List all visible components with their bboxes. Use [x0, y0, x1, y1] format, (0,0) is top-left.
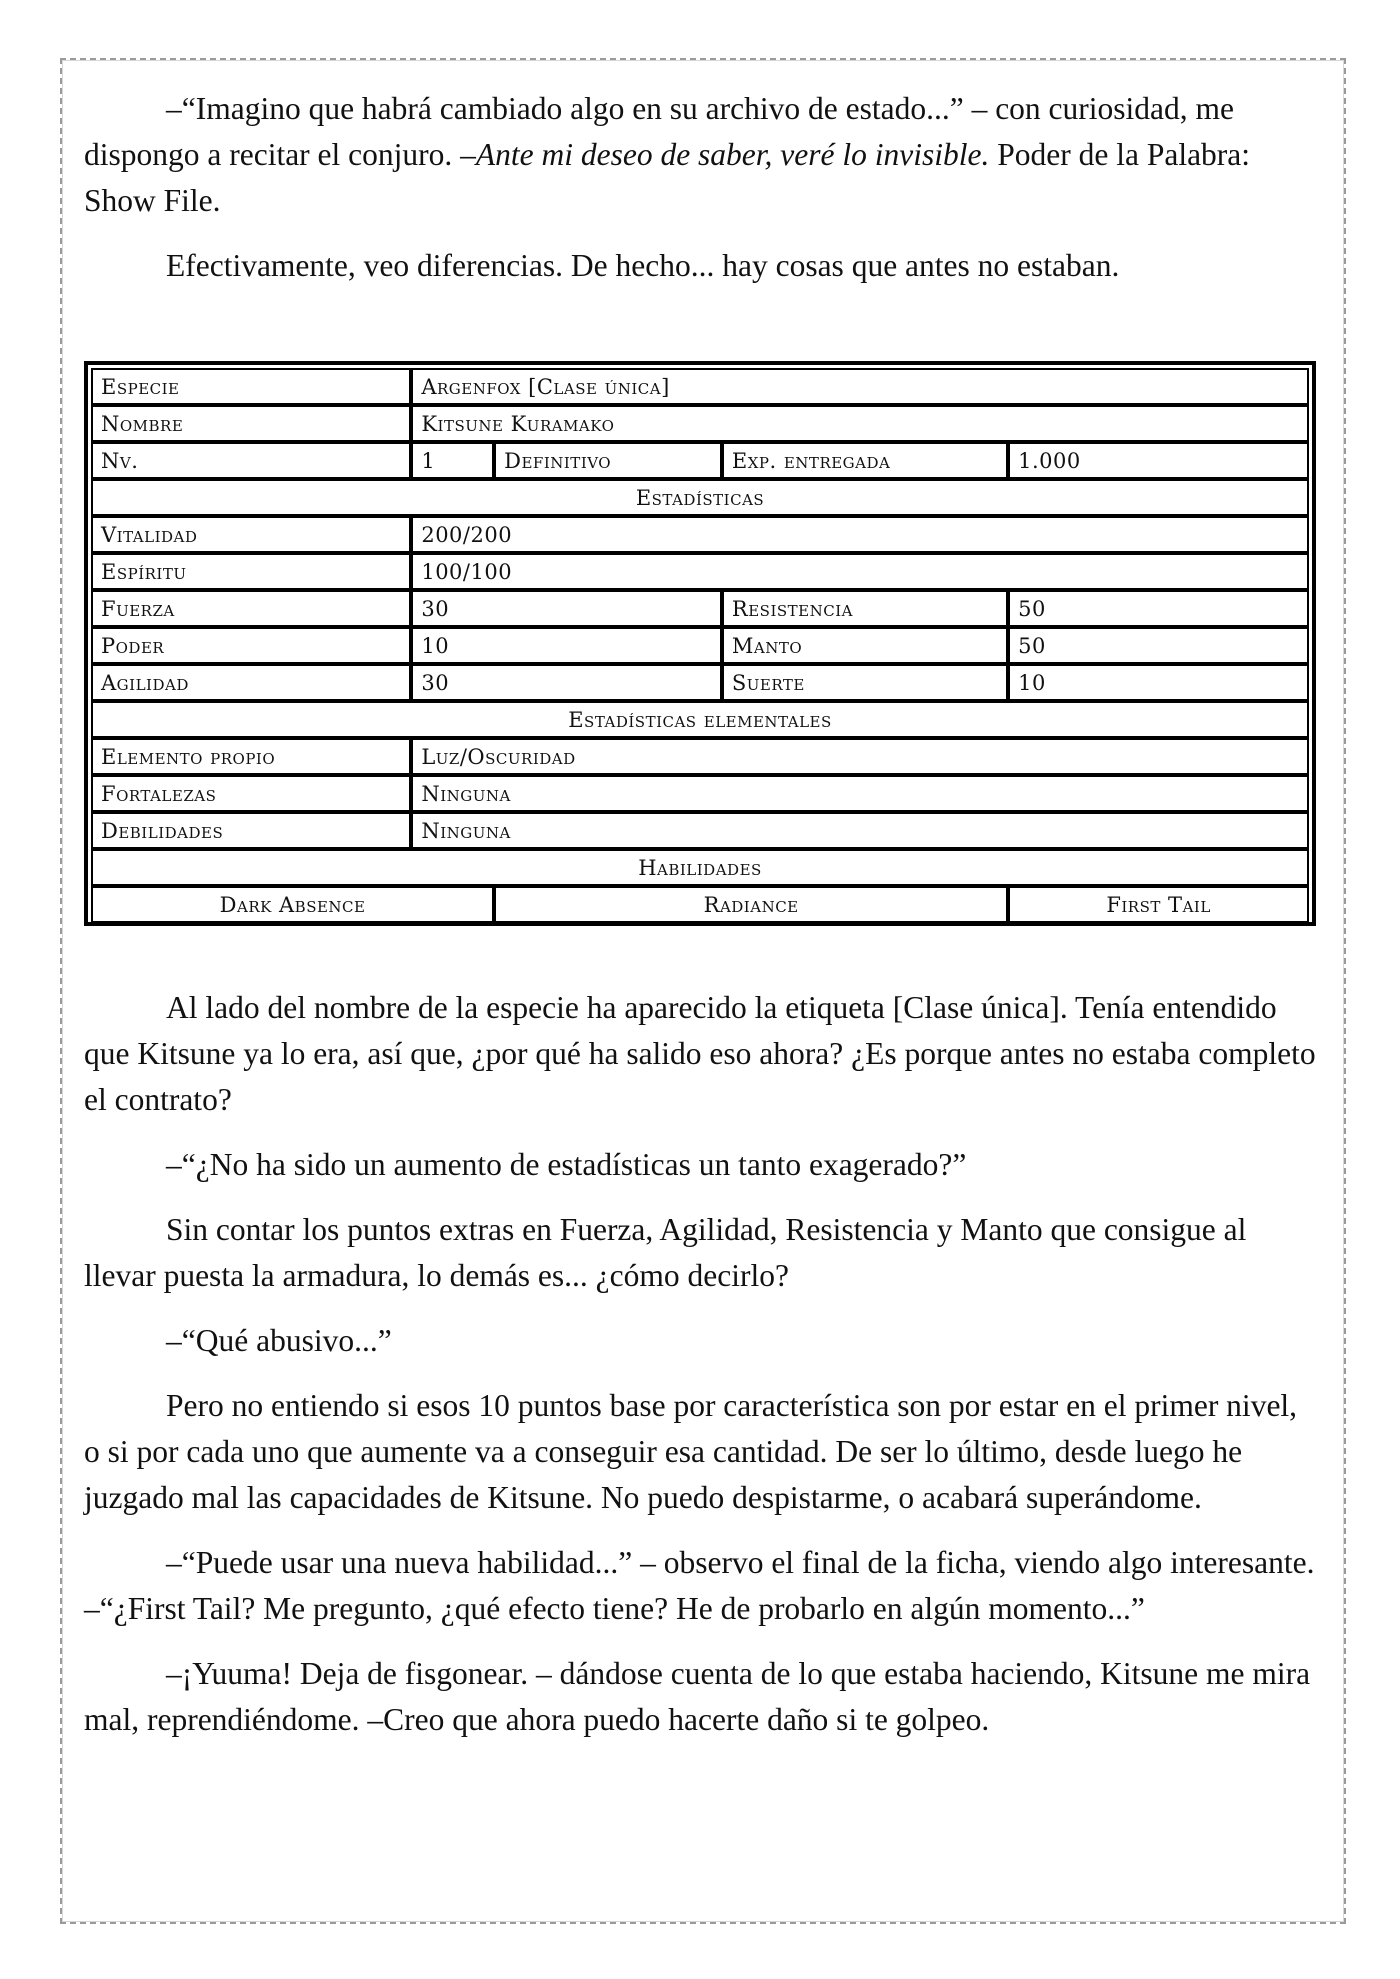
- paragraph-7: Pero no entiendo si esos 10 puntos base por característica son por estar en el primer nivel, o si por cada uno que aumente va a conseguir esa cantidad. De ser lo último, desde luego he juzgado mal las capacidades de Kitsune. No puedo despistarme, o acabará superándome.: [84, 1388, 1298, 1515]
- nv-value: 1: [411, 442, 494, 479]
- skill-radiance: Radiance: [494, 886, 1008, 923]
- row-especie: [91, 368, 1309, 405]
- manto-label: Manto: [722, 627, 1008, 664]
- paragraph-4: –“¿No ha sido un aumento de estadísticas un tanto exagerado?”: [166, 1147, 967, 1182]
- debilidades-label: Debilidades: [91, 812, 411, 849]
- story-text: [84, 985, 1320, 1762]
- exp-label: Exp. entregada: [722, 442, 1008, 479]
- paragraph-1: [84, 86, 1320, 224]
- nv-label: Nv.: [91, 442, 411, 479]
- fuerza-label: Fuerza: [91, 590, 411, 627]
- suerte-label: Suerte: [722, 664, 1008, 701]
- status-sheet: [84, 361, 1316, 926]
- row-fortalezas: [91, 775, 1309, 812]
- row-elemental-header: [91, 701, 1309, 738]
- espiritu-label: Espíritu: [91, 553, 411, 590]
- debilidades-value: Ninguna: [411, 812, 1309, 849]
- row-agilidad: [91, 664, 1309, 701]
- espiritu-value: 100/100: [411, 553, 1309, 590]
- paragraph-2: Efectivamente, veo diferencias. De hecho... hay cosas que antes no estaban.: [166, 248, 1120, 283]
- fortalezas-label: Fortalezas: [91, 775, 411, 812]
- manto-value: 50: [1008, 627, 1309, 664]
- row-skills: [91, 886, 1309, 923]
- stats-header: Estadísticas: [91, 479, 1309, 516]
- elemento-value: Luz/Oscuridad: [411, 738, 1309, 775]
- fortalezas-value: Ninguna: [411, 775, 1309, 812]
- vitalidad-label: Vitalidad: [91, 516, 411, 553]
- row-stats-header: [91, 479, 1309, 516]
- agilidad-value: 30: [411, 664, 722, 701]
- exp-value: 1.000: [1008, 442, 1309, 479]
- skill-dark-absence: Dark Absence: [91, 886, 494, 923]
- row-vitalidad: [91, 516, 1309, 553]
- poder-value: 10: [411, 627, 722, 664]
- poder-label: Poder: [91, 627, 411, 664]
- p1-text-end: Poder de la Palabra: Show File.: [84, 137, 1251, 218]
- resistencia-label: Resistencia: [722, 590, 1008, 627]
- p1-text: –“Imagino que habrá cambiado algo en su archivo de estado...” – con curiosidad, me dispongo a recitar el conjuro. –: [84, 91, 1235, 172]
- row-elemento: [91, 738, 1309, 775]
- row-debilidades: [91, 812, 1309, 849]
- elemento-label: Elemento propio: [91, 738, 411, 775]
- paragraph-6: –“Qué abusivo...”: [166, 1323, 392, 1358]
- p1-italic-spell: Ante mi deseo de saber, veré lo invisible.: [475, 137, 990, 172]
- agilidad-label: Agilidad: [91, 664, 411, 701]
- vitalidad-value: 200/200: [411, 516, 1309, 553]
- habilidades-header: Habilidades: [91, 849, 1309, 886]
- paragraph-8: –“Puede usar una nueva habilidad...” – observo el final de la ficha, viendo algo interesante. –“¿First Tail? Me pregunto, ¿qué efecto tiene? He de probarlo en algún momento...”: [84, 1545, 1315, 1626]
- definitivo-label: Definitivo: [494, 442, 722, 479]
- row-nombre: [91, 405, 1309, 442]
- row-espiritu: [91, 553, 1309, 590]
- suerte-value: 10: [1008, 664, 1309, 701]
- resistencia-value: 50: [1008, 590, 1309, 627]
- nombre-value: Kitsune Kuramako: [411, 405, 1309, 442]
- especie-value: Argenfox [Clase única]: [411, 368, 1309, 405]
- status-table: [91, 368, 1309, 923]
- paragraph-5: Sin contar los puntos extras en Fuerza, Agilidad, Resistencia y Manto que consigue al llevar puesta la armadura, lo demás es... ¿cómo decirlo?: [84, 1212, 1247, 1293]
- row-fuerza: [91, 590, 1309, 627]
- especie-label: Especie: [91, 368, 411, 405]
- intro-text: [84, 86, 1320, 308]
- row-poder: [91, 627, 1309, 664]
- fuerza-value: 30: [411, 590, 722, 627]
- skill-first-tail: First Tail: [1008, 886, 1309, 923]
- row-nivel: [91, 442, 1309, 479]
- elemental-header: Estadísticas elementales: [91, 701, 1309, 738]
- row-habilidades-header: [91, 849, 1309, 886]
- paragraph-3: Al lado del nombre de la especie ha aparecido la etiqueta [Clase única]. Tenía entendido que Kitsune ya lo era, así que, ¿por qué ha salido eso ahora? ¿Es porque antes no estaba completo el contrato?: [84, 990, 1316, 1117]
- paragraph-9: –¡Yuuma! Deja de fisgonear. – dándose cuenta de lo que estaba haciendo, Kitsune me mira mal, reprendiéndome. –Creo que ahora puedo hacerte daño si te golpeo.: [84, 1656, 1311, 1737]
- nombre-label: Nombre: [91, 405, 411, 442]
